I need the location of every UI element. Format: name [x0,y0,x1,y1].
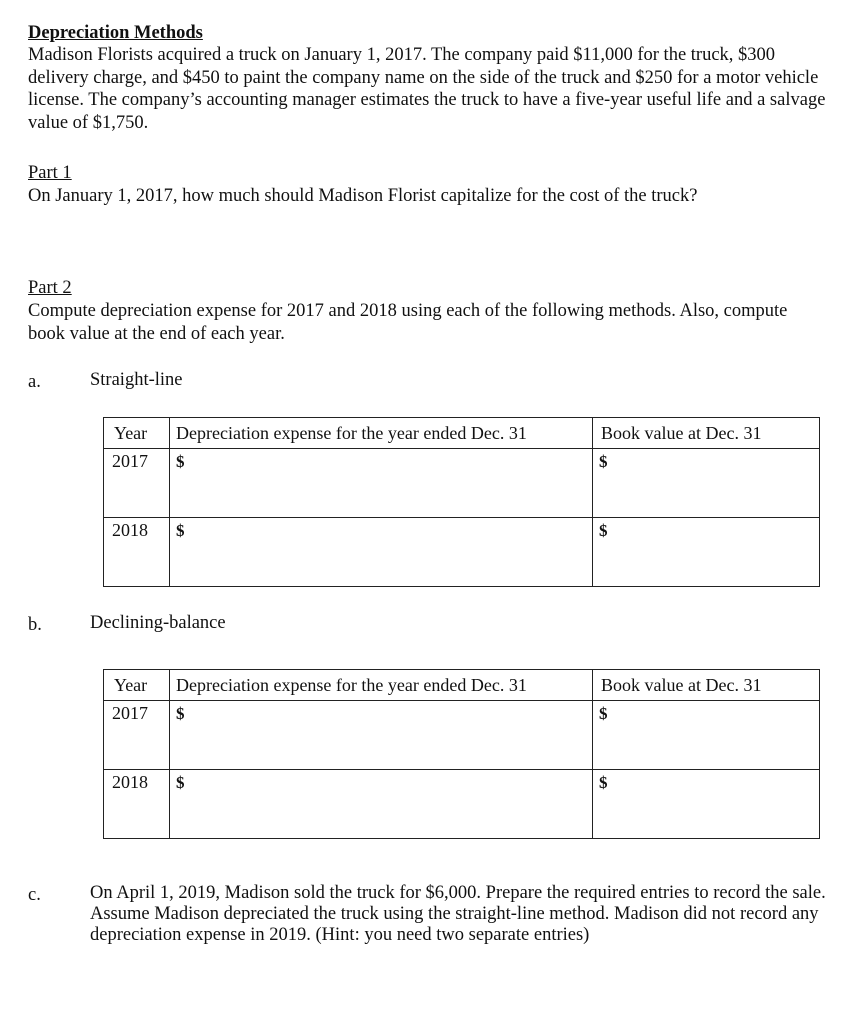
dollar-sign: $ [176,773,185,792]
year-cell: 2017 [104,449,170,518]
dollar-sign: $ [599,452,608,471]
book-value-cell[interactable] [593,518,820,587]
header-expense: Depreciation expense for the year ended Dec. 31 [170,670,593,701]
dollar-sign: $ [176,521,185,540]
book-value-cell[interactable] [593,449,820,518]
header-year: Year [104,418,170,449]
declining-balance-table [103,669,820,839]
expense-cell[interactable] [170,770,593,839]
straight-line-table [103,417,820,587]
item-a-letter: a. [28,372,41,392]
book-value-cell[interactable] [593,770,820,839]
dollar-sign: $ [599,704,608,723]
table-header-row [104,670,820,701]
document-title: Depreciation Methods [28,23,203,43]
item-b-title: Declining-balance [90,613,226,633]
item-c-letter: c. [28,885,41,905]
header-year: Year [104,670,170,701]
year-cell: 2018 [104,770,170,839]
dollar-sign: $ [176,704,185,723]
dollar-sign: $ [599,773,608,792]
dollar-sign: $ [599,521,608,540]
expense-cell[interactable] [170,449,593,518]
year-cell: 2018 [104,518,170,587]
item-b-letter: b. [28,615,42,635]
part2-question: Compute depreciation expense for 2017 and 2018 using each of the following methods. Also, compute book value at the end of each year. [28,301,788,344]
item-a-title: Straight-line [90,370,183,390]
table-row [104,449,820,518]
table-row [104,518,820,587]
part1-label: Part 1 [28,163,72,183]
table-row [104,701,820,770]
part1-question: On January 1, 2017, how much should Madison Florist capitalize for the cost of the truck? [28,186,698,206]
item-c-text: On April 1, 2019, Madison sold the truck for $6,000. Prepare the required entries to record the sale. Assume Madison depreciated the truck using the straight-line method. Madison did not record any depreciation expense in 2019. (Hint: you need two separate entries) [90,883,826,945]
part2-label: Part 2 [28,278,72,298]
intro-paragraph: Madison Florists acquired a truck on January 1, 2017. The company paid $11,000 for the truck, $300 delivery charge, and $450 to paint the company name on the side of the truck and $250 for a motor vehicle license. The company’s accounting manager estimates the truck to have a five-year useful life and a salvage value of $1,750. [28,45,826,133]
expense-cell[interactable] [170,518,593,587]
table-header-row [104,418,820,449]
expense-cell[interactable] [170,701,593,770]
header-book-value: Book value at Dec. 31 [593,418,820,449]
table-row [104,770,820,839]
header-book-value: Book value at Dec. 31 [593,670,820,701]
dollar-sign: $ [176,452,185,471]
year-cell: 2017 [104,701,170,770]
book-value-cell[interactable] [593,701,820,770]
header-expense: Depreciation expense for the year ended Dec. 31 [170,418,593,449]
